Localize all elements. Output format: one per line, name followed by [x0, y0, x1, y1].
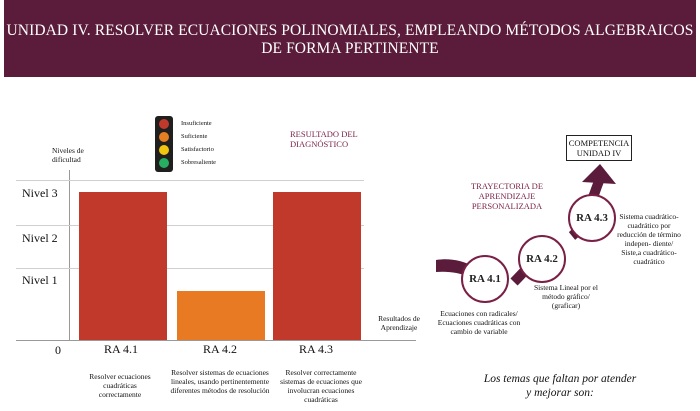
desc-node-ra-4-2: Sistema Lineal por el método gráfico/ (graficar): [534, 283, 598, 310]
footer-note: [470, 372, 650, 400]
y-axis-label: Niveles de dificultad: [52, 146, 84, 164]
desc-node-ra-4-1: Ecuaciones con radicales/ Ecuaciones cuadráticas con cambio de variable: [437, 309, 521, 336]
x-axis-label: Resultados de Aprendizaje: [378, 314, 420, 332]
footer-line-2: y mejorar son:: [526, 387, 594, 399]
bar-ra-4-3: [273, 192, 361, 341]
gridline-3: [16, 180, 364, 181]
tick-ra-4-3: RA 4.3: [298, 342, 333, 356]
trajectory-title: TRAYECTORIA DE APRENDIZAJE PERSONALIZADA: [470, 181, 544, 211]
bar-ra-4-1: [79, 192, 167, 341]
legend-label-insuficiente: Insuficiente: [181, 120, 212, 127]
light-satisfactorio: [159, 145, 169, 155]
desc-ra-4-1: Resolver ecuaciones cuadráticas correctamente: [89, 372, 151, 399]
legend-label-sobresaliente: Sobresaliente: [181, 159, 217, 166]
unit-header: [4, 0, 696, 77]
traffic-light-legend: [155, 116, 173, 172]
light-insuficiente: [159, 119, 169, 129]
zero-label: 0: [55, 343, 61, 357]
footer-line-1: Los temas que faltan por atender: [483, 373, 637, 385]
diagnostic-title: RESULTADO DEL DIAGNÓSTICO: [290, 129, 358, 149]
y-axis: [69, 170, 70, 340]
desc-node-ra-4-3: Sistema cuadrático- cuadrático por reducción de término indepen- diente/ Siste,a cuadrático- cuadrático: [617, 212, 681, 266]
light-sobresaliente: [159, 158, 169, 168]
legend-label-suficiente: Suficiente: [181, 133, 208, 140]
desc-ra-4-3: Resolver correctamente sistemas de ecuaciones que involucran ecuaciones cuadráticas: [280, 368, 362, 404]
level-1-label: Nivel 1: [22, 273, 58, 287]
level-2-label: Nivel 2: [22, 231, 58, 245]
tick-ra-4-2: RA 4.2: [202, 342, 237, 356]
level-3-label: Nivel 3: [22, 186, 58, 200]
competencia-box: COMPETENCIA UNIDAD IV: [566, 135, 632, 161]
tick-ra-4-1: RA 4.1: [103, 342, 138, 356]
x-axis: [16, 340, 416, 341]
node-ra-4-2: RA 4.2: [518, 235, 566, 283]
legend-label-satisfactorio: Satisfactorio: [181, 146, 214, 153]
node-ra-4-1: RA 4.1: [461, 255, 509, 303]
light-suficiente: [159, 132, 169, 142]
bar-ra-4-2: [177, 291, 265, 341]
node-ra-4-3: RA 4.3: [568, 194, 616, 242]
unit-title: UNIDAD IV. RESOLVER ECUACIONES POLINOMIALES, EMPLEANDO MÉTODOS ALGEBRAICOS DE FORMA PERTINENTE: [6, 22, 694, 57]
desc-ra-4-2: Resolver sistemas de ecuaciones lineales, usando pertinentemente diferentes métodos de resolución: [170, 368, 270, 395]
